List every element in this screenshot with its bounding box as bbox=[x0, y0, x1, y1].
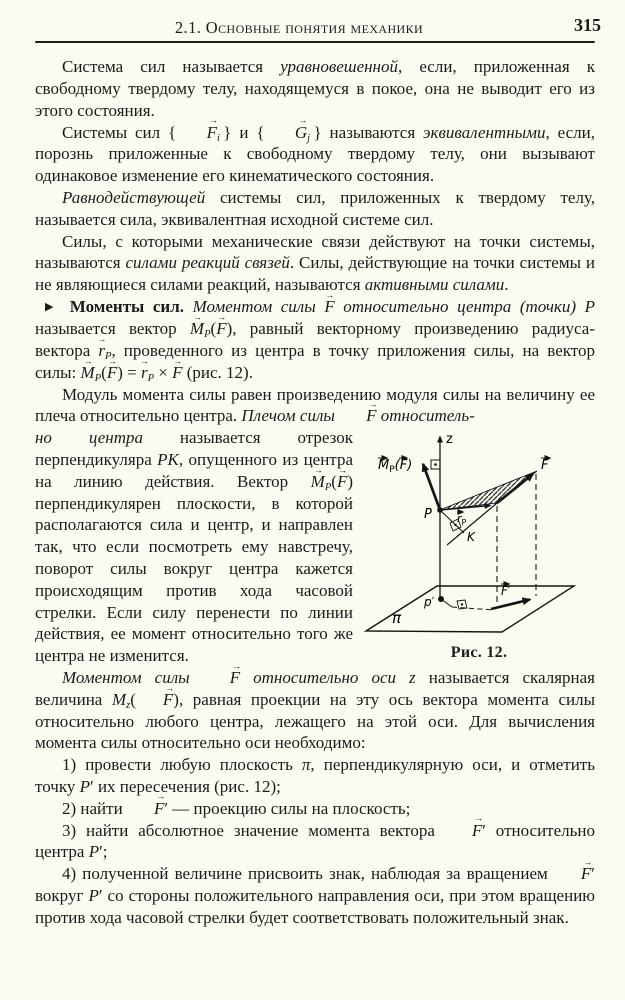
label-MP: $M_P(F)$ bbox=[378, 458, 413, 476]
section-marker-triangle-icon: ▶ bbox=[45, 300, 58, 314]
label-rP: $r_P$ bbox=[457, 512, 467, 528]
vector-MP bbox=[423, 464, 440, 510]
right-angle-dot-plane bbox=[461, 604, 463, 606]
body-text bbox=[35, 56, 595, 928]
label-F-prime: F′ bbox=[501, 584, 511, 599]
segment-P-prime bbox=[441, 599, 452, 607]
list-item-4: 4) полученной величине присвоить знак, наблюдая за вращением F →′ вокруг P′ со стороны положительного направления оси, при этом вращению против хода часовой стрелки будет соответствовать положительный знак. bbox=[35, 863, 595, 928]
paragraph-modulus-continued-text: но центра называется отрезок перпендикуляра PK, опущенного из центра на линию действия. Вектор $M \to_P(F$ →) перпендикулярен плоскости, в которой располагаются сила и центр, и направлен так, что если посмотреть ему навстречу, поворот силы вокруг центра кажется происходящим против хода часовой стрелки. Если силу перенести по линии действия, ее момент относительно того же центра не изменится. bbox=[35, 428, 353, 665]
figure-12-drawing bbox=[363, 427, 595, 639]
page-number: 315 bbox=[574, 15, 601, 35]
right-angle-dot-axis bbox=[434, 463, 437, 466]
paragraph-equivalent-systems: Системы сил { $F \to_i$ } и { $G \to_j$ } называются эквивалентными, если, порознь приложенные к свободному твердому телу, они вызывают одинаковое изменение его кинематического состояния. bbox=[35, 122, 595, 187]
list-item-1: 1) провести любую плоскость π, перпендикулярную оси, и отметить точку P′ их пересечения (рис. 12); bbox=[35, 755, 595, 796]
paragraph-moment-about-axis: Моментом силы F → относительно оси z называется скалярная величина $M_z$( F →), равная проекции на эту ось вектора момента силы относительно любого центра, лежащего на этой оси. Для вычисления момента силы относительно оси необходимо: bbox=[35, 667, 595, 754]
label-K: K bbox=[467, 530, 475, 545]
label-P-prime: p′ bbox=[424, 595, 435, 610]
label-P: P bbox=[424, 507, 432, 523]
page-header bbox=[35, 12, 601, 37]
point-P bbox=[437, 507, 443, 513]
paragraph-reaction-forces: Силы, с которыми механические связи действуют на точки системы, называются силами реакций связей. Силы, действующие на точки системы и не являющиеся силами реакций, называются активными силами. bbox=[35, 231, 596, 295]
section-moments-text: Моменты сил. Моментом силы F → относительно центра (точки) P называется вектор $M \to_P(F$ →), равный векторному произведению радиуса-вектора $r \to_P$, проведенного из центра в точку приложения силы, на вектор силы: $M \to_P(F$ →) = $r \to_P \times F \to (рис$. 12). bbox=[35, 297, 595, 382]
label-z: z bbox=[446, 432, 453, 448]
list-item-3: 3) найти абсолютное значение момента вектора F →′ относительно центра P′; bbox=[35, 820, 595, 864]
list-item-2: 2) найти F →′ — проекцию силы на плоскость; bbox=[35, 798, 595, 820]
section-moments bbox=[35, 296, 595, 384]
paragraph-resultant: Равнодействующей системы сил, приложенных к твердому телу, называется сила, эквивалентная исходной системе сил. bbox=[35, 187, 595, 229]
paragraph-balanced-system: Система сил называется уравновешенной, если, приложенная к свободному твердому телу, находящемуся в покое, она не выводит его из этого состояния. bbox=[35, 57, 595, 120]
section-title: 2.1. Основные понятия механики bbox=[174, 18, 424, 37]
paragraph-modulus-continued bbox=[35, 427, 595, 667]
hatched-triangle bbox=[440, 471, 537, 510]
figure-caption: Рис. 12. bbox=[450, 644, 508, 662]
label-pi: π bbox=[392, 609, 402, 628]
right-angle-dot-K bbox=[454, 524, 456, 526]
paragraph-modulus-intro: Модуль момента силы равен произведению модуля силы на величину ее плеча относительно центра. Плечом силы F → относитель- bbox=[35, 384, 595, 428]
header-rule bbox=[35, 41, 595, 43]
figure-12 bbox=[363, 427, 595, 664]
label-F: F bbox=[541, 458, 549, 474]
